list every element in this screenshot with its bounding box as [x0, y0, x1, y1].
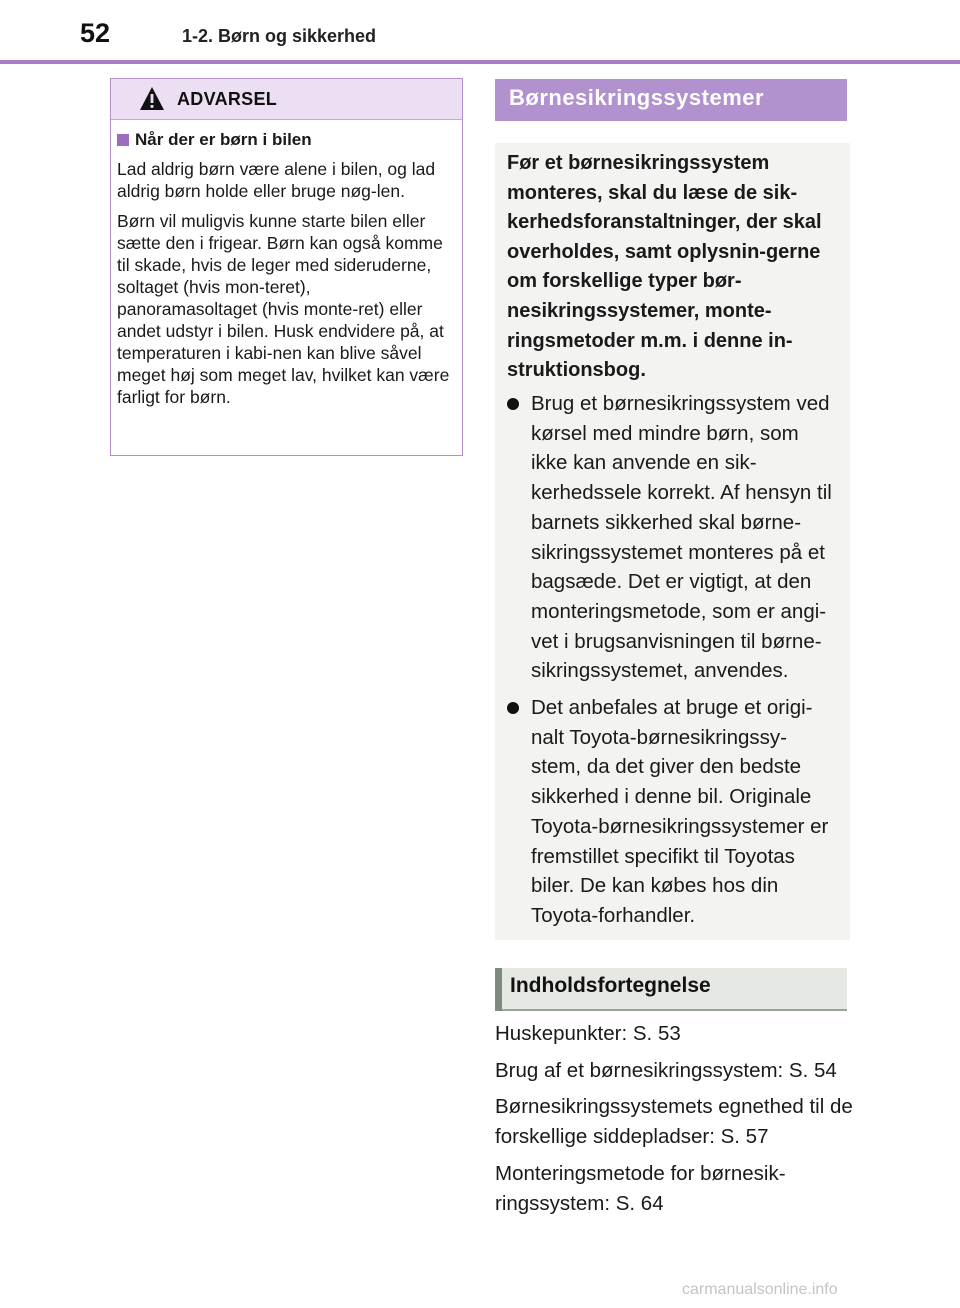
watermark: carmanualsonline.info	[682, 1281, 838, 1298]
toc-link-brug[interactable]: Brug af et børnesikringssystem: S. 54	[495, 1058, 837, 1082]
main-heading	[495, 79, 847, 121]
warning-header	[111, 79, 462, 120]
page-number: 52	[80, 18, 111, 48]
toc-link-egnethed[interactable]: Børnesikringssystemets egnethed til de forskellige siddepladser: S. 57	[495, 1095, 853, 1149]
square-bullet-icon	[117, 134, 129, 146]
toc-list	[495, 1019, 855, 1225]
header-divider	[0, 60, 960, 64]
warning-body	[111, 120, 462, 408]
intro-text: Før et børnesikringssystem monteres, skal du læse de sik-kerhedsforanstaltninger, der skal overholdes, samt oplysnin-gerne om forskellige typer bør-nesikringssystemer, monte-ringsmetoder m.m. i denne in-struktionsbog.	[507, 152, 822, 382]
info-box	[495, 143, 850, 940]
main-heading-text: Børnesikringssystemer	[509, 85, 765, 110]
bullet-item	[507, 389, 837, 686]
toc-heading-bar	[495, 968, 502, 1011]
toc-heading-text: Indholdsfortegnelse	[510, 974, 711, 997]
warning-subheading-text: Når der er børn i bilen	[135, 130, 312, 149]
warning-triangle-icon	[139, 86, 165, 112]
toc-link-monteringsmetode[interactable]: Monteringsmetode for børnesik-ringssystem: S. 64	[495, 1161, 786, 1215]
bullet-dot-icon	[507, 398, 519, 410]
toc-link-huskepunkter[interactable]: Huskepunkter: S. 53	[495, 1022, 681, 1045]
warning-subheading	[117, 130, 454, 150]
bullet-text: Det anbefales at bruge et origi-nalt Toyota-børnesikringssy-stem, da det giver den bedste sikkerhed i denne bil. Originale Toyota-børnesikringssystemer er fremstillet specifikt til Toyotas biler. De kan købes hos din Toyota-forhandler.	[531, 696, 829, 927]
bullet-item	[507, 693, 837, 931]
bullet-text: Brug et børnesikringssystem ved kørsel med mindre børn, som ikke kan anvende en sik-kerhedssele korrekt. Af hensyn til barnets sikkerhed skal børne-sikringssystemet monteres på et bagsæde. Det er vigtigt, at den monteringsmetode, som er angi-vet i brugsanvisningen til børne-sikringssystemet, anvendes.	[531, 392, 832, 683]
warning-box	[110, 78, 463, 456]
warning-paragraph: Børn vil muligvis kunne starte bilen eller sætte den i frigear. Børn kan også komme til skade, hvis de leger med sideruderne, soltaget (hvis mon-teret), panoramasoltaget (hvis monte-ret) eller andet udstyr i bilen. Husk endvidere på, at temperaturen i kabi-nen kan blive såvel meget høj som meget lav, hvilket kan være farligt for børn.	[117, 211, 450, 407]
bullet-list	[507, 389, 837, 938]
bullet-dot-icon	[507, 702, 519, 714]
warning-title: ADVARSEL	[177, 89, 278, 109]
warning-paragraph: Lad aldrig børn være alene i bilen, og lad aldrig børn holde eller bruge nøg-len.	[117, 159, 436, 201]
page-header	[0, 0, 960, 64]
section-title: 1-2. Børn og sikkerhed	[182, 26, 377, 46]
toc-heading	[495, 968, 847, 1011]
